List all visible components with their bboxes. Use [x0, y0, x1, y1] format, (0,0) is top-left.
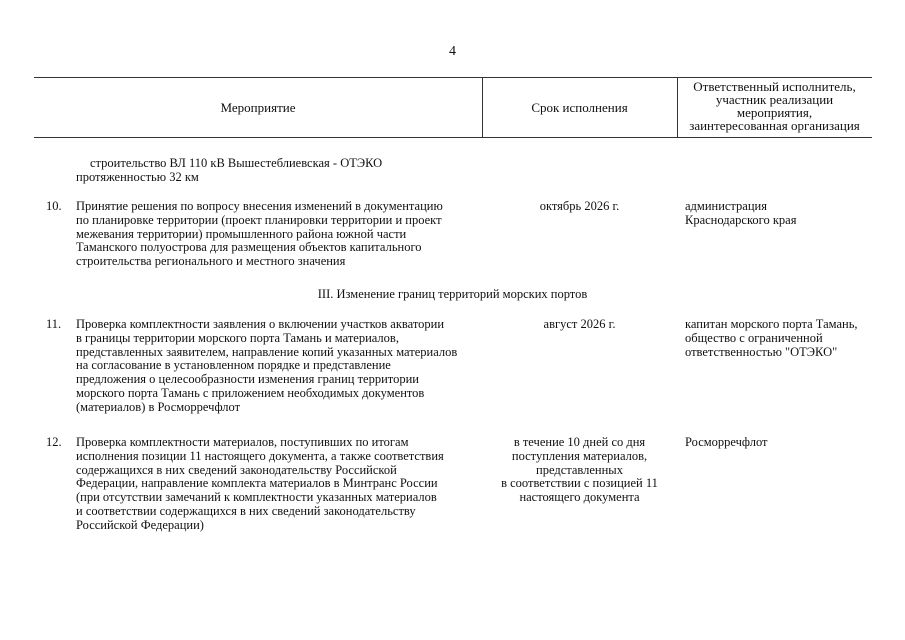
row-event-cell: [76, 318, 476, 415]
text-line: Таманского полуострова для размещения объектов капитального: [76, 240, 422, 255]
text-line: в соответствии с позицией 11: [501, 476, 658, 491]
text-line: (материалов) в Росморречфлот: [76, 399, 241, 414]
text-line: строительство ВЛ 110 кВ Вышестеблиевская - ОТЭКО: [90, 156, 383, 170]
text-line: Проверка комплектности заявления о включении участков акватории: [76, 317, 445, 331]
header-deadline: Срок исполнения: [531, 100, 628, 115]
text-line: протяженностью 32 км: [76, 169, 199, 184]
text-line: настоящего документа: [519, 490, 640, 505]
text-line: межевания территории) промышленного района южной части: [76, 226, 407, 241]
text-line: исполнения позиции 11 настоящего документа, а также соответствия: [76, 448, 444, 463]
text-line: общество с ограниченной: [685, 330, 823, 345]
text-line: морского порта Тамань с приложением необходимых документов: [76, 385, 425, 400]
header-responsible: [677, 80, 872, 132]
row-responsible-cell: [685, 200, 870, 228]
text-line: представленных: [536, 462, 623, 477]
page-number: 4: [449, 44, 456, 59]
text-line: Принятие решения по вопросу внесения изменений в документацию: [76, 199, 443, 213]
continuation-cell: [76, 156, 482, 185]
text-line: содержащихся в них сведений законодательству Российской: [76, 462, 397, 477]
row-deadline-cell: [482, 200, 677, 214]
text-line: (при отсутствии замечаний к комплектности указанных материалов: [76, 490, 437, 505]
text-line: ответственностью "ОТЭКО": [685, 344, 838, 359]
text-line: на согласование в установленном порядке и представление: [76, 358, 391, 373]
text-line: и соответствии содержащихся в них сведений законодательству: [76, 503, 416, 518]
header-responsible-line: Ответственный исполнитель,: [693, 79, 856, 94]
text-line: август 2026 г.: [543, 317, 616, 331]
header-responsible-line: участник реализации: [715, 92, 834, 107]
text-line: Проверка комплектности материалов, поступивших по итогам: [76, 435, 409, 449]
text-line: по планировке территории (проект планировки территории и проект: [76, 212, 442, 227]
text-line: капитан морского порта Тамань,: [685, 317, 858, 331]
text-line: Росморречфлот: [685, 435, 768, 449]
text-line: поступления материалов,: [511, 448, 648, 463]
text-line: Российской Федерации): [76, 517, 204, 532]
text-line: представленных заявителем, направление копий указанных материалов: [76, 344, 458, 359]
text-line: предложения о целесообразности изменения границ территории: [76, 372, 419, 387]
text-line: в течение 10 дней со дня: [513, 435, 646, 449]
row-deadline-cell: [482, 436, 677, 505]
text-line: Краснодарского края: [685, 212, 797, 227]
text-line: администрация: [685, 199, 767, 213]
header-responsible-line: заинтересованная организация: [689, 118, 860, 133]
text-line: Федерации, направление комплекта материалов в Минтранс России: [76, 476, 438, 491]
row-number: 10.: [46, 199, 62, 213]
text-line: строительства регионального и местного значения: [76, 254, 346, 269]
table-top-rule: [34, 77, 872, 78]
section-heading: III. Изменение границ территорий морских портов: [317, 287, 588, 301]
row-event-cell: [76, 200, 476, 269]
header-event: Мероприятие: [220, 100, 296, 115]
header-responsible-line: мероприятия,: [736, 105, 813, 120]
row-responsible-cell: [685, 436, 870, 450]
row-number: 12.: [46, 435, 62, 449]
row-number: 11.: [46, 317, 62, 331]
text-line: октябрь 2026 г.: [539, 199, 620, 213]
row-deadline-cell: [482, 318, 677, 332]
row-responsible-cell: [685, 318, 870, 359]
text-line: в границы территории морского порта Тамань и материалов,: [76, 330, 399, 345]
row-event-cell: [76, 436, 476, 533]
table-header-rule: [34, 137, 872, 138]
